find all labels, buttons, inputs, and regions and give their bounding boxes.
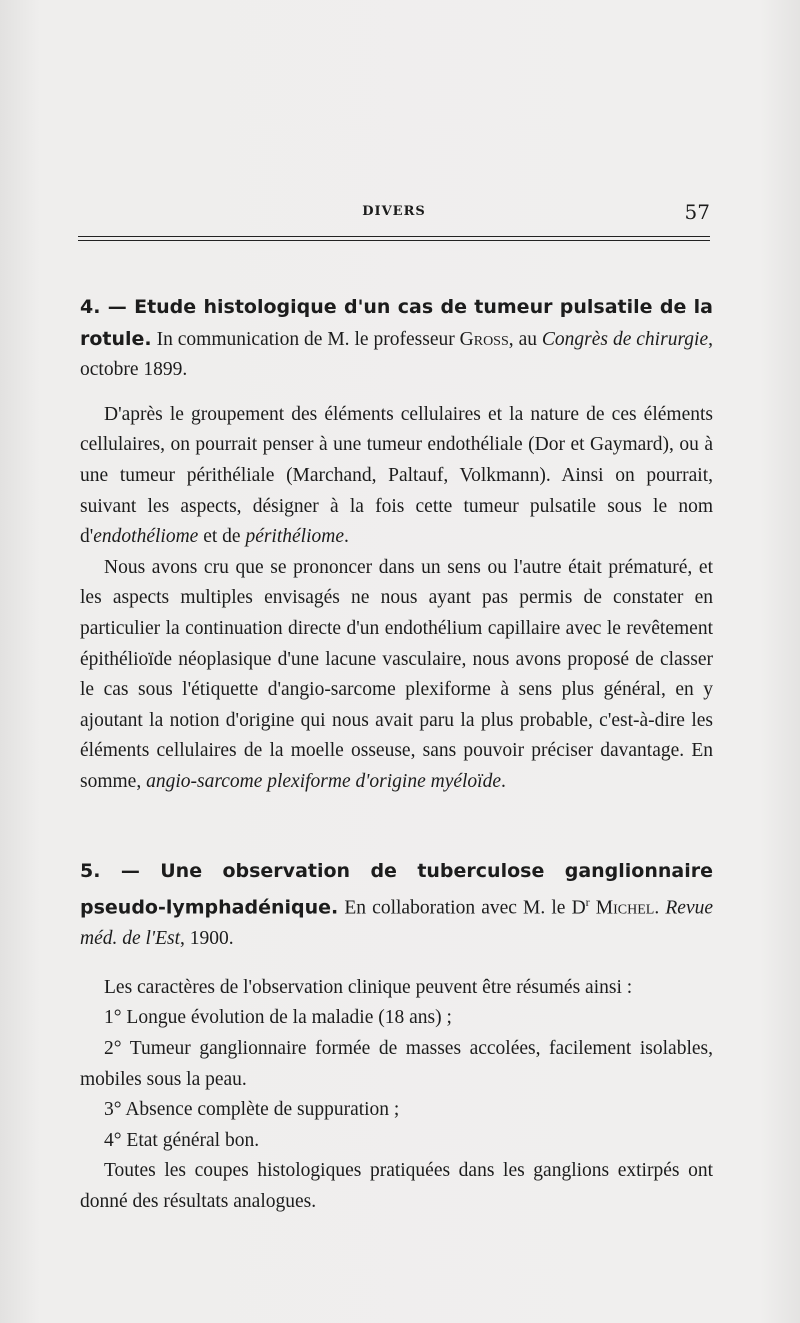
page-number: 57 [684,200,710,224]
entry-4-p1-text-b: et de [198,526,246,548]
entry-4-p2-term: angio-sarcome plexiforme d'origine myéloïde [146,770,501,792]
entry-4-p1-term-1: endothéliome [93,526,199,548]
entry-4-p1-term-2: périthéliome [245,526,344,548]
entry-5-number: 5. [80,859,101,882]
entry-5-item-3: 3° Absence complète de suppuration ; [104,1099,400,1121]
entry-4-p2-text-c: . [501,770,506,792]
entry-5-journal: Revue méd. de l'Est [80,897,714,950]
entry-4-author: Gross [459,328,509,350]
entry-5-author: Michel [589,897,655,919]
entry-4-dash: — [100,296,135,318]
entry-4-p2-text-a: Nous avons cru que se prononcer dans un sens ou l'autre était prématuré, et les aspects multiples envisagés ne nous ayant pas permis de constater en particulier la continuation directe d'un endothélium capillaire avec le revêtement épithélioïde néoplasique d'une lacune vasculaire, nous avons proposé de classer le cas sous l'étiquette d'angio-sarcome plexiforme à sens plus général, en y ajoutant la notion d'origine qui nous avait paru la plus probable, c'est-à-dire les éléments cellulaires de la moelle osseuse, sans pouvoir préciser davantage. En somme, [80,556,713,792]
entry-4-paragraph-1 [80,400,713,553]
entry-4-citation-a: In communication de M. le professeur [151,328,460,350]
entry-5-citation-a: En collaboration avec M. le D [338,897,586,919]
page-header [78,200,710,228]
spacer [80,955,713,973]
spacer [80,798,713,856]
page-body [80,292,713,1218]
entry-4-journal: Congrès de chirurgie [541,328,709,350]
entry-5-citation-c: , 1900. [180,928,234,950]
entry-5-conclusion: Toutes les coupes histologiques pratiquées dans les ganglions extirpés ont donné des résultats analogues. [80,1160,713,1212]
entry-4-title: Etude histologique d'un cas de tumeur pulsatile de la rotule. [80,296,713,350]
entry-4-p1-text-c: . [344,526,349,548]
entry-5-item-2: 2° Tumeur ganglionnaire formée de masses accolées, facilement isolables, mobiles sous la peau. [80,1037,713,1090]
entry-4-heading [80,292,713,386]
entry-4-citation-b: , au [508,328,542,350]
entry-5-intro: Les caractères de l'observation clinique peuvent être résumés ainsi : [104,976,633,998]
entry-4-p1-text-a: D'après le groupement des éléments cellulaires et la nature de ces éléments cellulaires, on pourrait penser à une tumeur endothéliale (Dor et Gaymard), ou à une tumeur périthéliale (Marchand, Paltauf, Volkmann). Ainsi on pourrait, suivant les aspects, désigner à la fois cette tumeur pulsatile sous le nom d' [80,403,713,548]
entry-4-paragraph-2 [80,553,713,798]
entry-5-item-1: 1° Longue évolution de la maladie (18 ans) ; [104,1007,452,1029]
header-rule-bottom [78,240,710,241]
entry-5-heading [80,856,713,955]
entry-4-citation-c: , octobre 1899. [80,328,714,381]
entry-5-dash: — [100,859,161,882]
running-title: DIVERS [362,204,426,219]
entry-4-number: 4. [80,296,101,318]
entry-5-title: Une observation de tuberculose ganglionnaire pseudo-lymphadénique. [80,859,713,919]
header-rule-top [78,236,710,237]
spacer [80,386,713,400]
entry-5-item-4: 4° Etat général bon. [104,1129,260,1151]
entry-5-dr-superscript: r [585,895,590,910]
entry-5-citation-b: . [654,897,666,919]
